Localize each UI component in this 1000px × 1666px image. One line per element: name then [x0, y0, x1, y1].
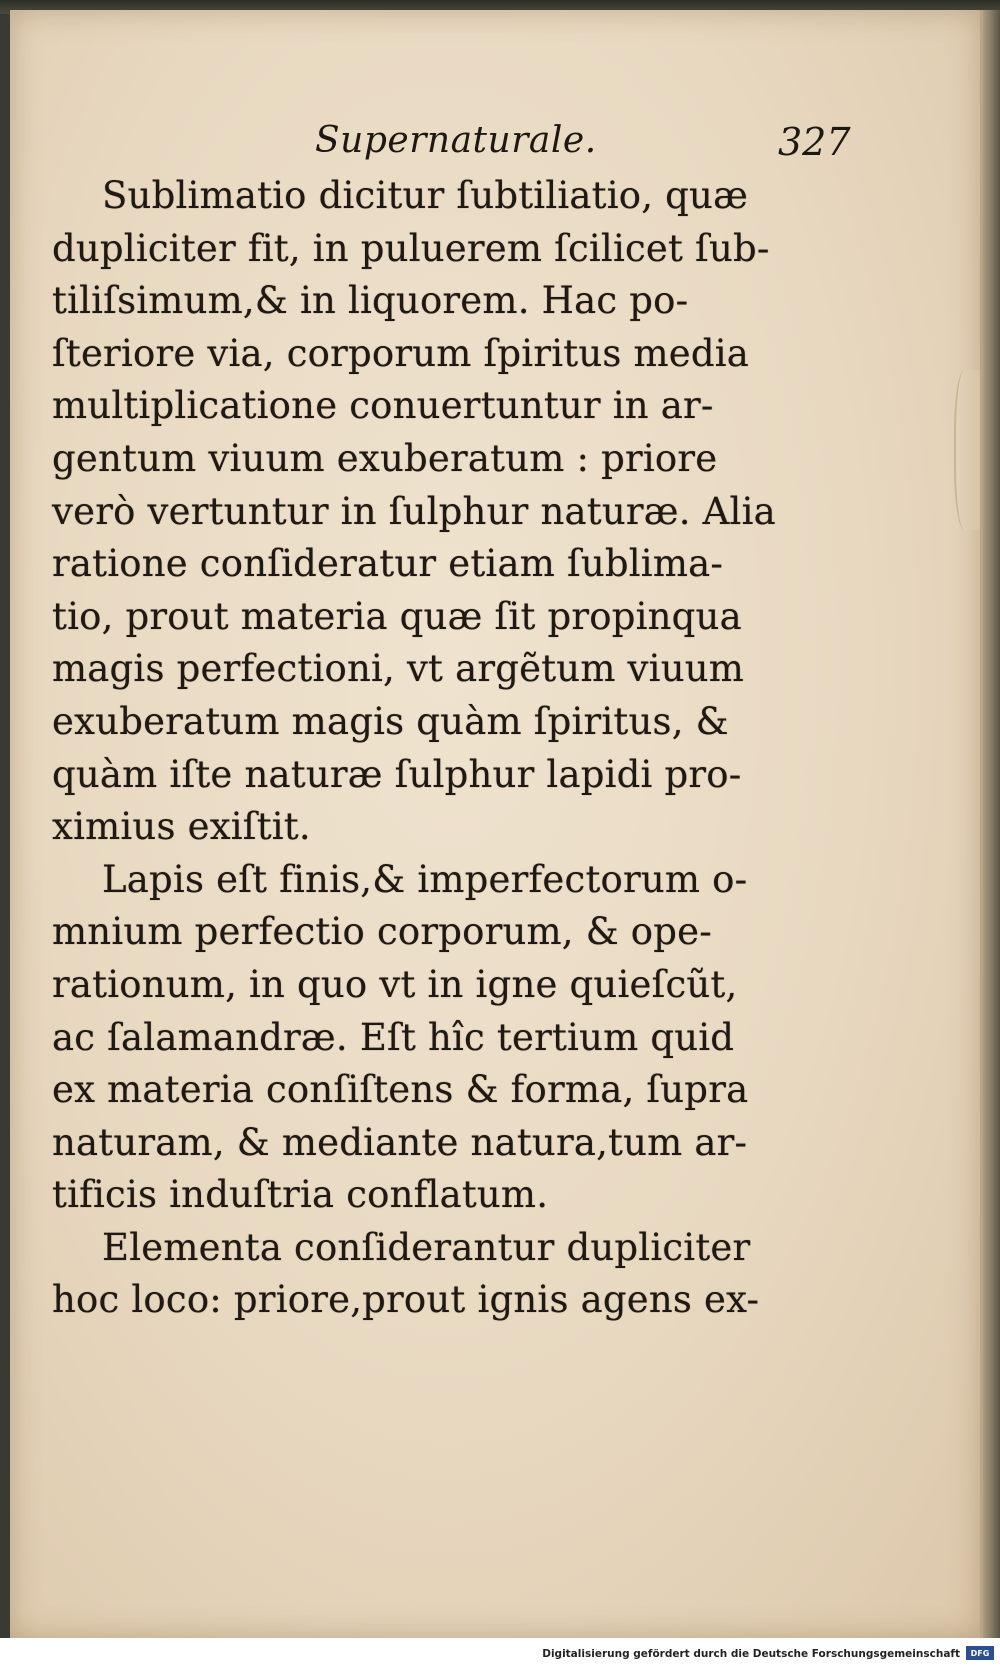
- text-line: tificis induſtria conflatum.: [52, 1173, 549, 1217]
- book-spine-edge: [980, 10, 1000, 1638]
- text-line: verò vertuntur in ſulphur naturæ. Alia: [52, 489, 776, 533]
- text-line: Sublimatio dicitur ſubtiliatio, quæ: [102, 174, 749, 217]
- text-line: magis perfectioni, vt argẽtum viuum: [52, 647, 745, 691]
- page-number: 327: [778, 120, 851, 164]
- text-line: multiplicatione conuertuntur in ar-: [52, 384, 714, 428]
- text-line: mnium perfectio corporum, & ope-: [52, 910, 712, 954]
- dfg-logo-icon: DFG: [966, 1646, 994, 1660]
- text-line: tio, prout materia quæ ſit propinqua: [52, 594, 742, 638]
- text-line: ratione conſideratur etiam ſublima-: [52, 542, 724, 586]
- text-line: ſteriore via, corporum ſpiritus media: [52, 331, 750, 375]
- text-line: rationum, in quo vt in igne quieſcũt,: [52, 962, 738, 1006]
- text-line: ac ſalamandræ. Eſt hîc tertium quid: [52, 1015, 735, 1059]
- page-fold-edge: [954, 370, 980, 530]
- running-head: Supernaturale.: [315, 120, 597, 161]
- book-page: [10, 10, 983, 1638]
- text-block: [52, 170, 852, 1327]
- text-line: ximius exiſtit.: [52, 805, 311, 849]
- text-line: naturam, & mediante natura,tum ar-: [52, 1120, 748, 1164]
- text-line: ex materia conſiſtens & forma, ſupra: [52, 1068, 749, 1112]
- digitization-credit: Digitalisierung gefördert durch die Deutsche Forschungsgemeinschaft: [542, 1648, 960, 1660]
- text-line: quàm iſte naturæ ſulphur lapidi pro-: [52, 752, 742, 796]
- text-line: gentum viuum exuberatum : priore: [52, 436, 718, 480]
- text-line: hoc loco: priore,prout ignis agens ex-: [52, 1278, 760, 1322]
- text-line: dupliciter fit, in puluerem ſcilicet ſub-: [52, 226, 770, 270]
- text-line: tiliſsimum,& in liquorem. Hac po-: [52, 279, 689, 323]
- text-line: exuberatum magis quàm ſpiritus, &: [52, 699, 729, 743]
- text-line: Lapis eſt finis,& imperfectorum o-: [102, 857, 748, 901]
- text-line: Elementa conſiderantur dupliciter: [102, 1225, 751, 1269]
